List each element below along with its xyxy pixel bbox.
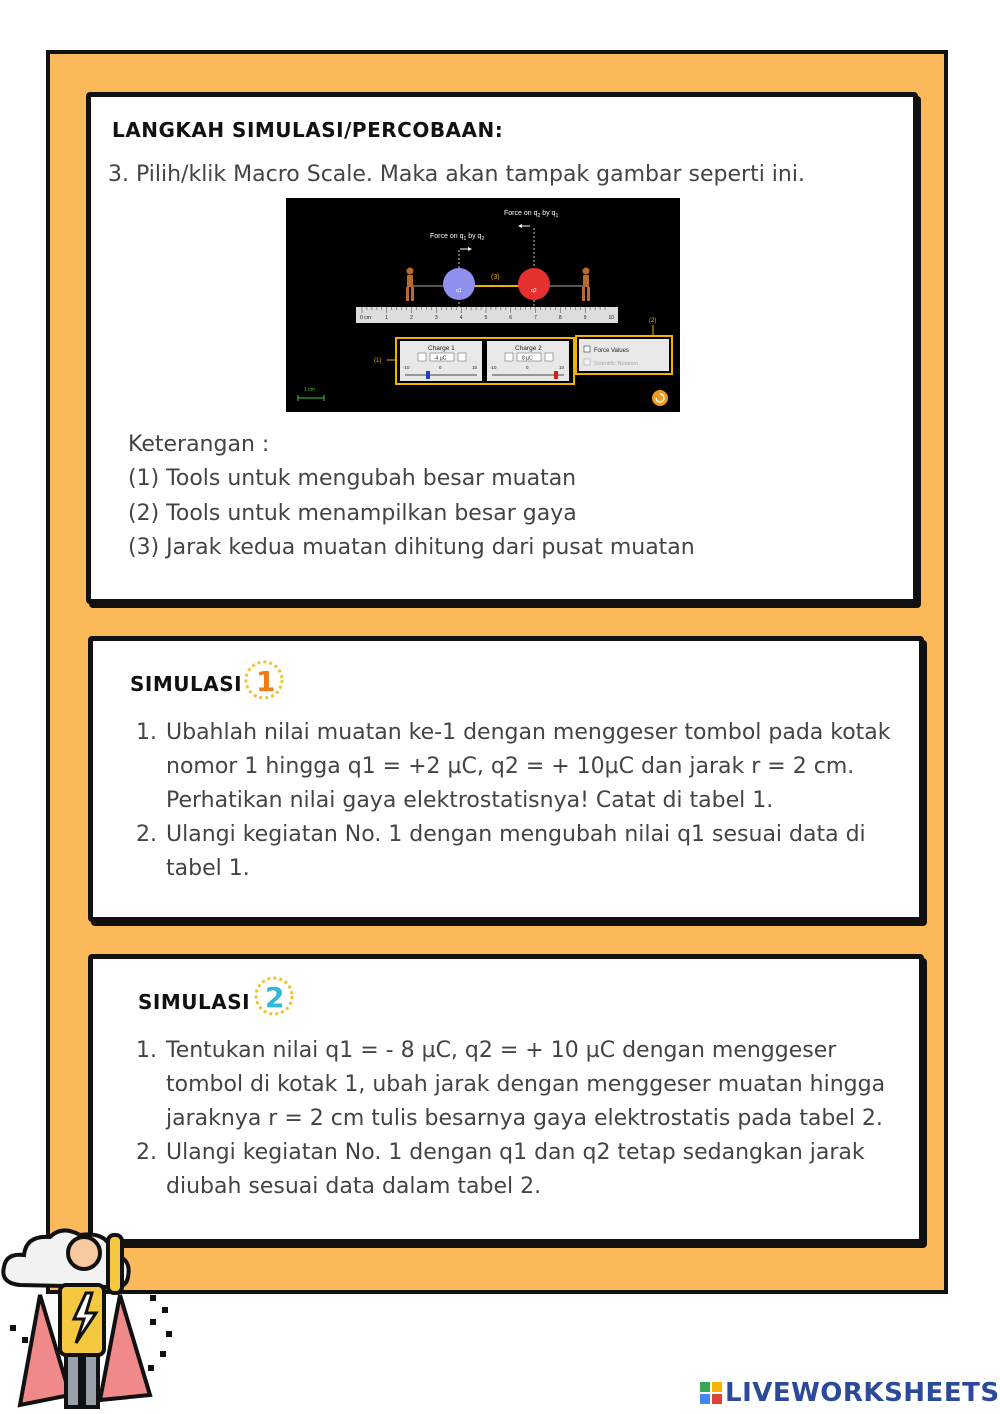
svg-text:-10: -10 [490, 365, 497, 370]
ruler-label: 10 [608, 315, 615, 321]
svg-text:Force Values: Force Values [594, 348, 629, 354]
simulation-screenshot [286, 198, 680, 412]
steps-heading: LANGKAH SIMULASI/PERCOBAAN: [112, 118, 504, 142]
svg-text:(2): (2) [649, 318, 657, 324]
list-item: 1. Ubahlah nilai muatan ke-1 dengan menggeser tombol pada kotak nomor 1 hingga q1 = +2 µC, q2 = + 10µC dan jarak r = 2 cm. Perhatikan nilai gaya elektrostatisnya! Catat di tabel 1. [136, 720, 891, 813]
svg-text:0: 0 [439, 365, 442, 370]
svg-text:0: 0 [526, 365, 529, 370]
list-item: 2. Ulangi kegiatan No. 1 dengan q1 dan q2 tetap sedangkan jarak diubah sesuai data dalam tabel 2. [136, 1140, 865, 1199]
ruler-label: 1 [385, 315, 389, 321]
svg-text:1: 1 [256, 665, 276, 698]
ruler-label: 6 [509, 315, 513, 321]
svg-text:8 µC: 8 µC [522, 355, 533, 362]
svg-text:-10: -10 [403, 365, 410, 370]
list-item: 1. Tentukan nilai q1 = - 8 µC, q2 = + 10 µC dengan menggeser tombol di kotak 1, ubah jarak dengan menggeser muatan hingga jaraknya r = 2 cm tulis besarnya gaya elektrostatis pada tabel 2. [136, 1038, 886, 1131]
liveworksheets-brand[interactable] [700, 1378, 1000, 1408]
note-1: (1) Tools untuk mengubah besar muatan [128, 466, 577, 491]
svg-text:(3): (3) [491, 274, 500, 281]
svg-text:q2: q2 [531, 288, 537, 294]
notes-title: Keterangan : [128, 432, 270, 457]
liveworksheets-logo-icon [700, 1382, 722, 1404]
svg-text:q1: q1 [456, 288, 462, 294]
ruler-label: 3 [434, 315, 438, 321]
svg-text:10: 10 [472, 365, 478, 370]
svg-text:Charge 2: Charge 2 [515, 345, 542, 352]
ruler-label: 9 [583, 315, 587, 321]
number-1-badge-icon [244, 660, 284, 700]
force-q2-label: Force on $q_2$ by $q_1$ [504, 210, 559, 219]
number-2-badge-icon [254, 976, 294, 1016]
simulation-1-heading: SIMULASI [130, 672, 243, 696]
note-2: (2) Tools untuk menampilkan besar gaya [128, 501, 577, 526]
svg-text:10: 10 [559, 365, 565, 370]
svg-text:Scientific Notation: Scientific Notation [594, 361, 639, 367]
note-3: (3) Jarak kedua muatan dihitung dari pusat muatan [128, 535, 695, 560]
svg-text:-4 µC: -4 µC [434, 355, 447, 362]
svg-text:Charge 1: Charge 1 [428, 345, 455, 352]
ruler-label: 5 [484, 315, 488, 321]
ruler-label: 0 cm [360, 315, 371, 321]
list-item: 2. Ulangi kegiatan No. 1 dengan mengubah nilai q1 sesuai data di tabel 1. [136, 822, 866, 881]
simulation-1-list [136, 716, 896, 886]
simulation-2-heading: SIMULASI [138, 990, 251, 1014]
force-q1-label: Force on $q_1$ by $q_2$ [430, 233, 485, 242]
ruler-label: 2 [410, 315, 413, 321]
brand-text: LIVEWORKSHEETS [725, 1378, 1000, 1408]
svg-text:1 cm: 1 cm [304, 387, 315, 393]
svg-text:2: 2 [265, 981, 285, 1014]
ruler-label: 8 [558, 315, 562, 321]
ruler-label: 4 [459, 315, 463, 321]
superhero-illustration [0, 1225, 190, 1414]
simulation-2-list [136, 1034, 896, 1204]
step-3-instruction: 3. Pilih/klik Macro Scale. Maka akan tampak gambar seperti ini. [108, 162, 805, 187]
svg-text:(1): (1) [374, 358, 382, 364]
ruler-label: 7 [534, 315, 537, 321]
